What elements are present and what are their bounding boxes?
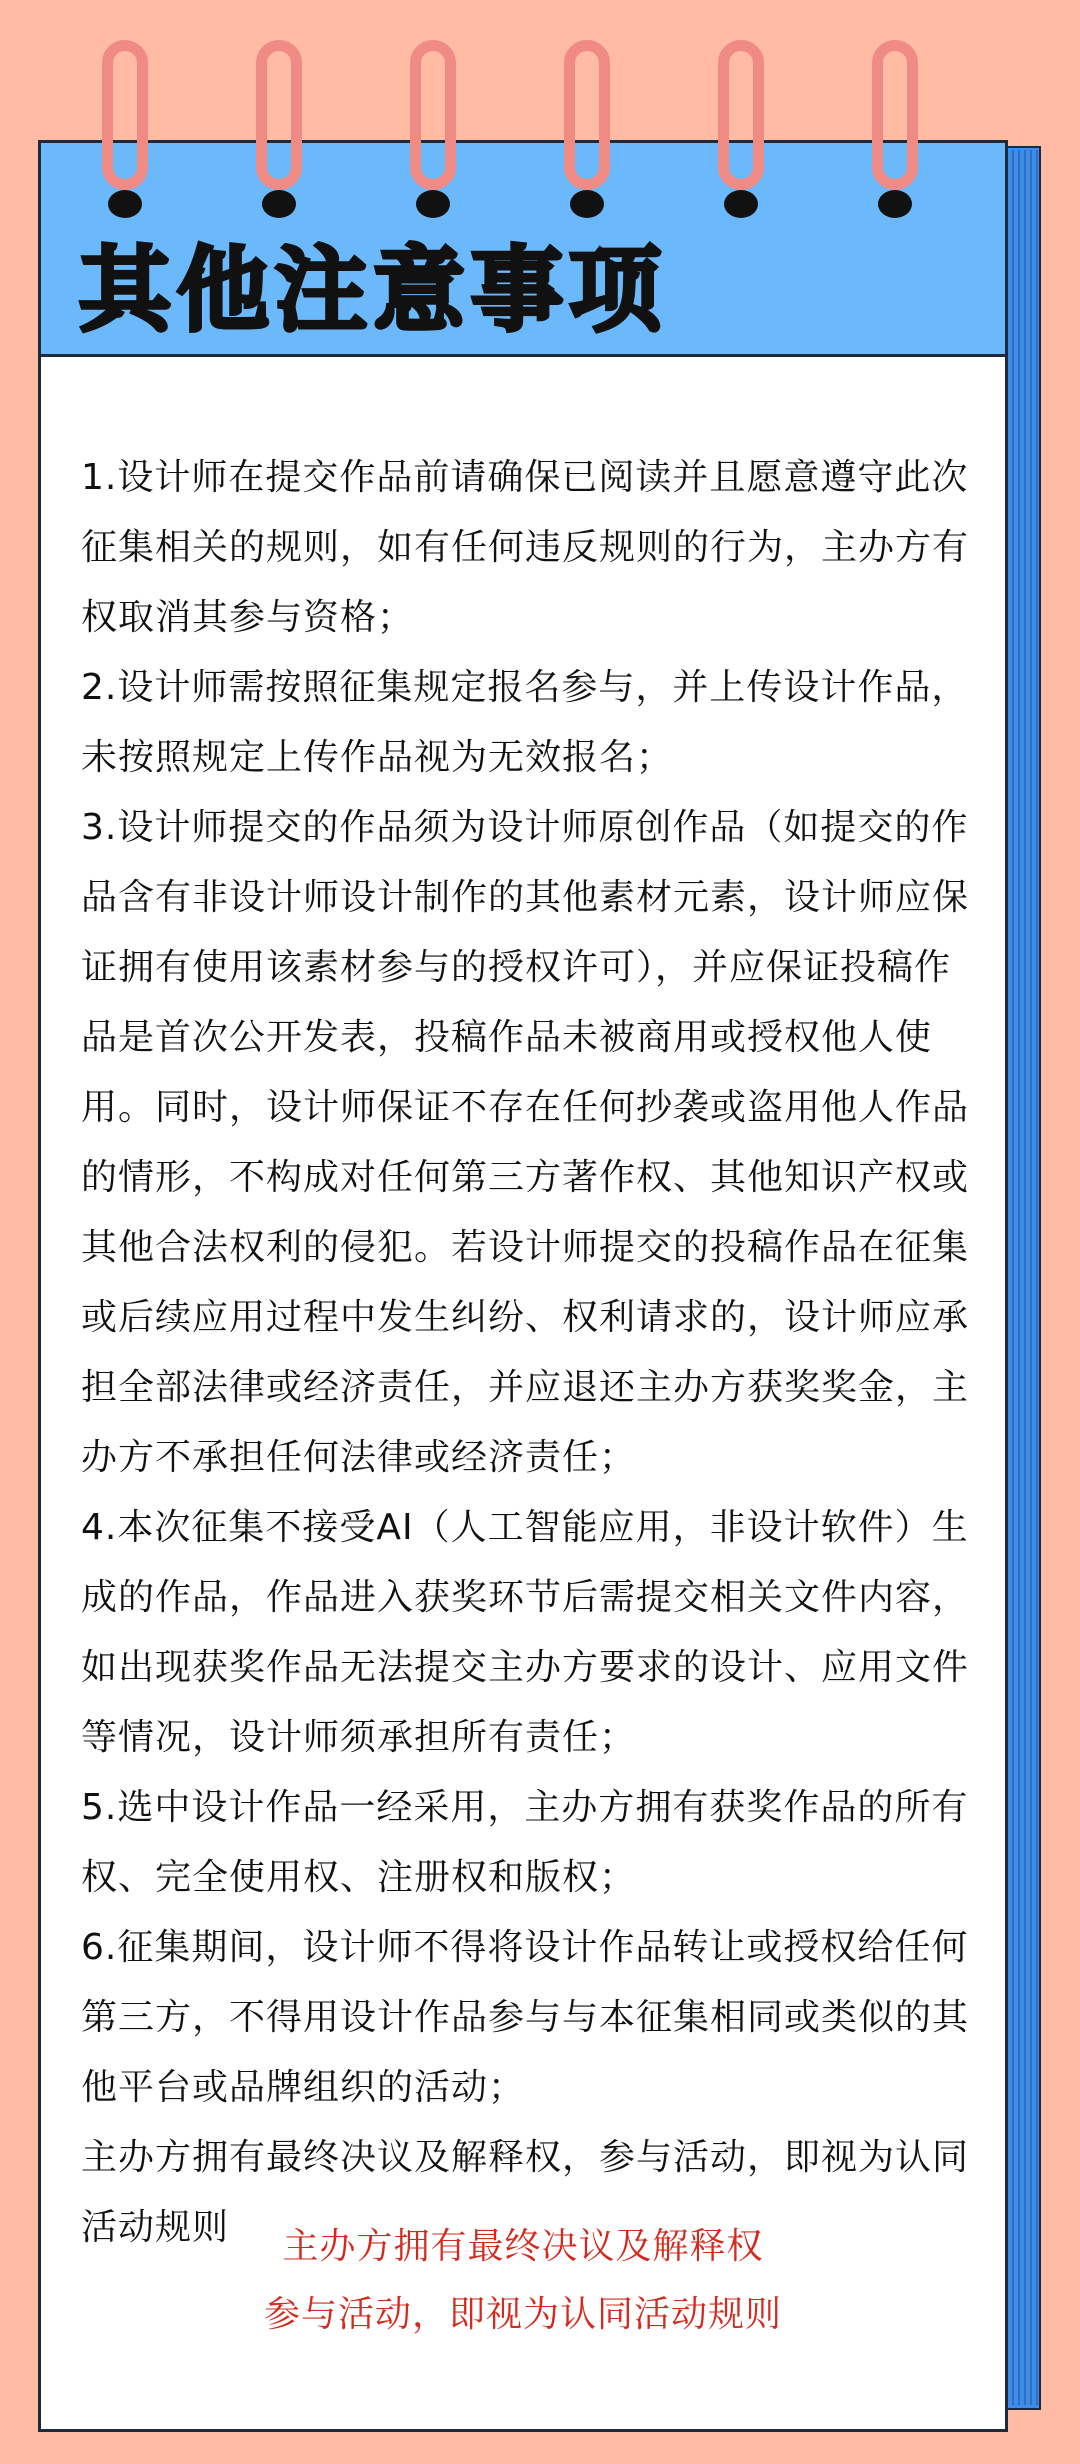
footer-note [41, 2213, 1005, 2349]
notepad-header [41, 143, 1005, 357]
rule-item: 2.设计师需按照征集规定报名参与，并上传设计作品，未按照规定上传作品视为无效报名； [81, 667, 969, 778]
spiral-ring-icon [96, 40, 156, 220]
footer-line-1: 主办方拥有最终决议及解释权 [282, 2226, 764, 2267]
notepad [38, 140, 1008, 2432]
rule-item: 5.选中设计作品一经采用，主办方拥有获奖作品的所有权、完全使用权、注册权和版权； [81, 1787, 969, 1898]
page-title: 其他注意事项 [79, 237, 668, 344]
footer-line-2: 参与活动，即视为认同活动规则 [263, 2294, 782, 2335]
spiral-ring-icon [404, 40, 464, 220]
rule-item: 4.本次征集不接受AI（人工智能应用，非设计软件）生成的作品，作品进入获奖环节后需提交相关文件内容，如出现获奖作品无法提交主办方要求的设计、应用文件等情况，设计师须承担所有责任； [81, 1507, 970, 1758]
rule-item: 1.设计师在提交作品前请确保已阅读并且愿意遵守此次征集相关的规则，如有任何违反规则的行为，主办方有权取消其参与资格； [81, 457, 970, 638]
rule-item: 6.征集期间，设计师不得将设计作品转让或授权给任何第三方，不得用设计作品参与与本征集相同或类似的其他平台或品牌组织的活动； [81, 1927, 970, 2108]
rules-list [81, 443, 981, 2263]
spiral-ring-icon [712, 40, 772, 220]
spiral-ring-icon [250, 40, 310, 220]
rule-item: 主办方拥有最终决议及解释权，参与活动，即视为认同活动规则 [81, 2137, 970, 2248]
rule-item: 3.设计师提交的作品须为设计师原创作品（如提交的作品含有非设计师设计制作的其他素材元素，设计师应保证拥有使用该素材参与的授权许可），并应保证投稿作品是首次公开发表，投稿作品未被商用或授权他人使用。同时，设计师保证不存在任何抄袭或盗用他人作品的情形，不构成对任何第三方著作权、其他知识产权或其他合法权利的侵犯。若设计师提交的投稿作品在征集或后续应用过程中发生纠纷、权利请求的，设计师应承担全部法律或经济责任，并应退还主办方获奖奖金，主办方不承担任何法律或经济责任； [81, 807, 970, 1478]
spiral-ring-icon [866, 40, 926, 220]
spiral-ring-icon [558, 40, 618, 220]
page-stack-edges [1008, 150, 1038, 2405]
